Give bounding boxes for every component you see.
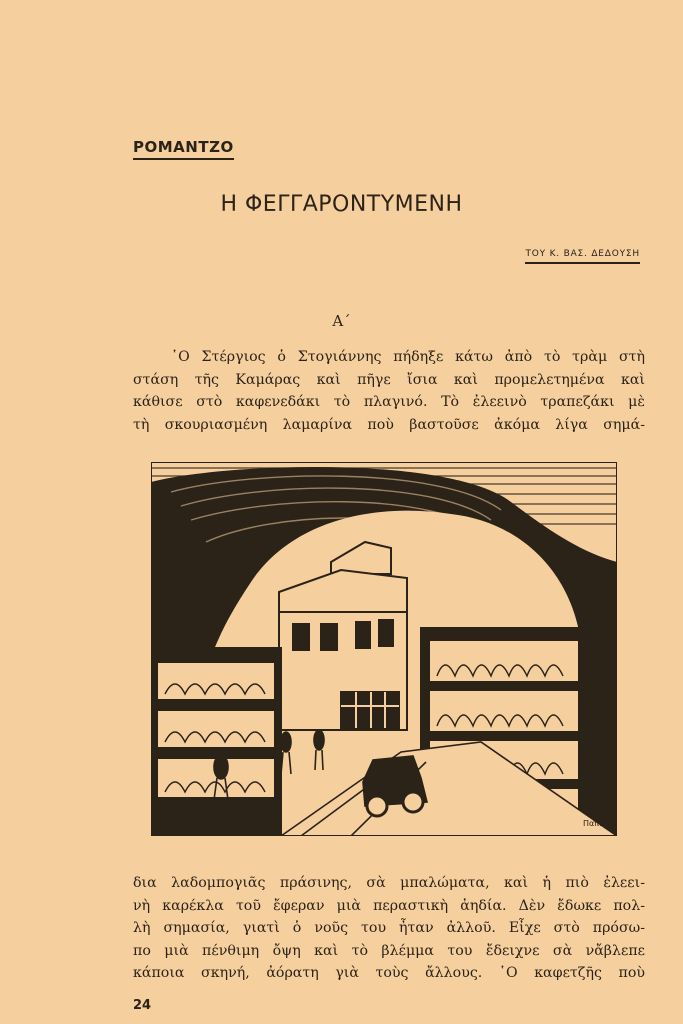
section-label: ΡΟΜΑΝΤΖΟ (133, 138, 234, 160)
text-line: νὴ καρέκλα τοῦ ἔφεραν μιὰ περαστικὴ ἀηδία. Δὲν ἔδωκε πολ- (133, 897, 645, 914)
text-line: κάθισε στὸ καφενεδάκι τὸ πλαγινό. Τὸ ἐλεεινὸ τραπεζάκι μὲ (133, 394, 645, 410)
woodcut-illustration-arch (151, 462, 617, 836)
paragraph-1 (133, 346, 645, 436)
text-line: στάση τῆς Καμάρας καὶ πῆγε ἴσια καὶ προμελετημένα καὶ (133, 371, 645, 388)
article-title: Η ΦΕΓΓΑΡΟΝΤΥΜΕΝΗ (220, 192, 463, 217)
text-line: πο μιὰ πένθιμη ὄψη καὶ τὸ βλέμμα του ἔδειχνε σὰ νἄβλεπε (133, 942, 645, 959)
text-line: κάποια σκηνή, ἀόρατη γιὰ τοὺς ἄλλους. ῾Ο καφετζῆς ποὺ (133, 965, 645, 981)
text-line: ῾Ο Στέργιος ὁ Στογιάννης πήδηξε κάτω ἀπὸ τὸ τρὰμ στὴ (171, 349, 645, 365)
artist-signature: Παπ.Ρ (583, 819, 607, 828)
page-number: 24 (133, 998, 152, 1013)
text-line: τὴ σκουριασμένη λαμαρίνα ποὺ βαστοῦσε ἀκόμα λίγα σημά- (133, 416, 645, 433)
chapter-heading: Α΄ (332, 312, 351, 330)
text-line: δια λαδομπογιᾶς πράσινης, σὰ μπαλώματα, καὶ ἡ πιὸ ἐλεει- (133, 875, 645, 891)
byline: ΤΟΥ Κ. ΒΑΣ. ΔΕΔΟΥΣΗ (525, 249, 640, 264)
paragraph-2 (133, 872, 645, 985)
text-line: λὴ σημασία, γιατὶ ὁ νοῦς του ἦταν ἀλλοῦ. Εἶχε στὸ πρόσω- (133, 920, 645, 936)
